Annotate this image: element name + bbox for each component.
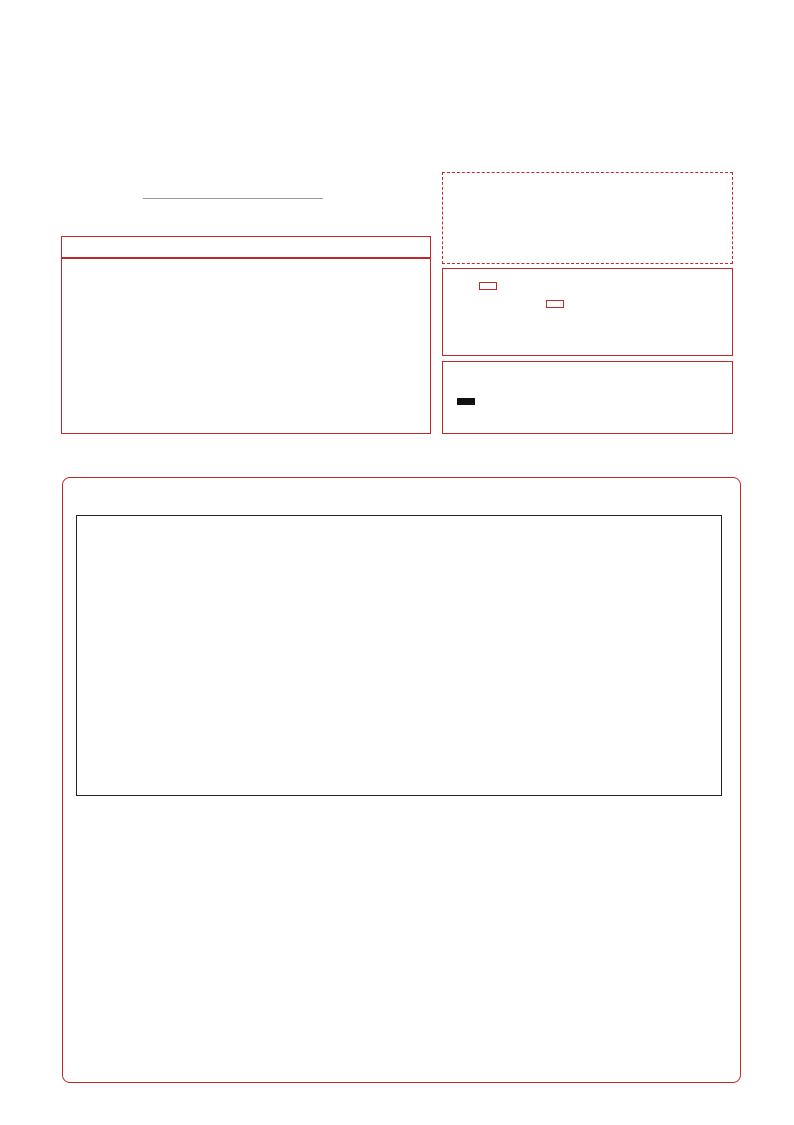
correct-fill-mark <box>457 398 475 405</box>
question-23-answer-area[interactable] <box>76 880 726 1050</box>
barcode-area <box>442 172 733 264</box>
examiner-only-box <box>442 268 733 356</box>
notice-list <box>61 258 431 434</box>
violation-mark <box>546 300 564 308</box>
fill-sample-box <box>442 361 733 434</box>
name-field[interactable] <box>143 198 323 199</box>
forbid-note <box>453 313 722 331</box>
top-timing-marks <box>52 38 750 52</box>
absent-mark <box>479 282 497 290</box>
sample-title <box>453 370 722 391</box>
notice-title <box>61 236 431 258</box>
choice-question-box <box>76 515 722 796</box>
